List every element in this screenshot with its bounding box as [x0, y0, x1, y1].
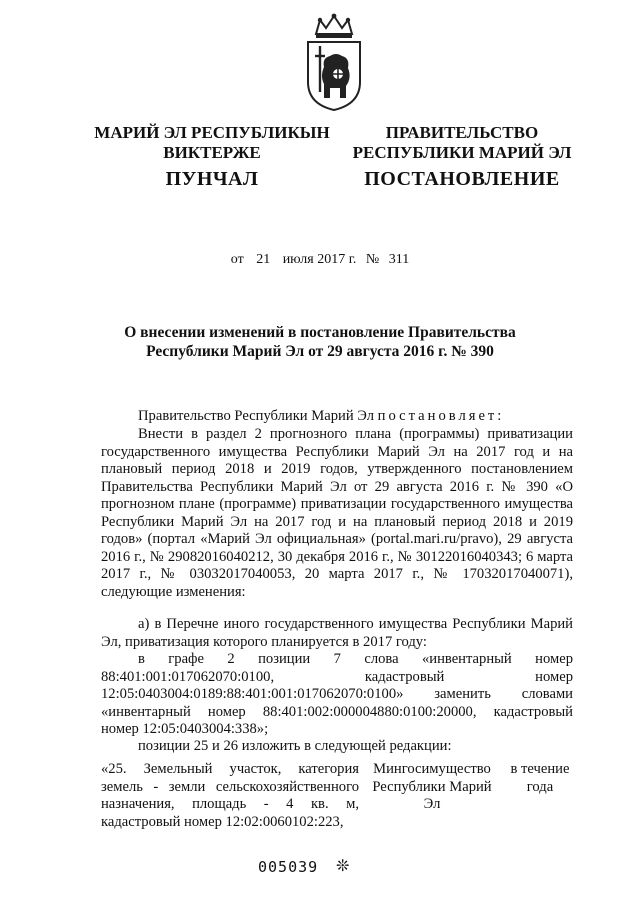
document-number: 311: [388, 252, 410, 267]
serial-number: 005039: [258, 858, 319, 876]
title-line2: Республики Марий Эл от 29 августа 2016 г. № 390: [146, 343, 494, 360]
table-row1-object: «25. Земельный участок, категория земель - земли сельскохозяйственного назначения, площадь - 4 кв. м, кадастровый номер 12:02:0060102:223,: [101, 761, 359, 830]
document-date-line: [0, 252, 640, 268]
document-title: [100, 323, 540, 361]
resolve-word: постановляет:: [377, 408, 505, 424]
header-left-line1: МАРИЙ ЭЛ РЕСПУБЛИКЫН: [94, 123, 330, 142]
title-line1: О внесении изменений в постановление Правительства: [124, 324, 516, 341]
header-right-line2: РЕСПУБЛИКИ МАРИЙ ЭЛ: [352, 143, 572, 162]
header-right-org: [342, 123, 582, 163]
date-month-year: июля 2017 г.: [282, 252, 357, 267]
coat-of-arms-emblem: [302, 12, 366, 112]
resolve-prefix: Правительство Республики Марий Эл: [138, 408, 375, 424]
header-left-line2: ВИКТЕРЖЕ: [163, 143, 261, 162]
number-sign: №: [365, 252, 380, 267]
header-right-line1: ПРАВИТЕЛЬСТВО: [385, 123, 539, 142]
table-row1-agency: Мингосимущество Республики Марий Эл: [372, 761, 492, 812]
date-day: 21: [256, 252, 271, 267]
header-left-org: [92, 123, 332, 163]
date-prefix: от: [230, 252, 244, 267]
header-left-doc-type: ПУНЧАЛ: [165, 168, 259, 190]
header-right-doc-type: ПОСТАНОВЛЕНИЕ: [364, 168, 560, 190]
table-row1-term: в течение года: [510, 761, 570, 795]
body-paragraph-positions: позиции 25 и 26 изложить в следующей редакции:: [138, 738, 452, 754]
body-paragraph-main: Внести в раздел 2 прогнозного плана (программы) приватизации государственного имущества Республики Марий Эл на 2017 год и на плановый период 2018 и 2019 годов, утвержденного постановлением Правительства Республики Марий Эл от 29 августа 2016 г. № 390 «О прогнозном плане (программе) приватизации государственного имущества Республики Марий Эл на 2017 год и на плановый период 2018 и 2019 годов» (портал «Марий Эл официальная» (portal.mari.ru/pravo), 29 августа 2016 г., № 29082016040212, 30 декабря 2016 г., № 30122016040343; 6 марта 2017 г., № 03032017040053, 20 марта 2017 г., № 17032017040071), следующие изменения:: [101, 426, 573, 600]
body-paragraph-replace: в графе 2 позиции 7 слова «инвентарный номер 88:401:001:017062070:0100, кадастровый номер 12:05:0403004:0189:88:401:001:017062070:0100» заменить словами «инвентарный номер 88:401:002:000004880:0100:20000, кадастровый номер 12:05:0403004:338»;: [101, 651, 573, 737]
body-paragraph-a: а) в Перечне иного государственного имущества Республики Марий Эл, приватизация которого планируется в 2017 году:: [101, 616, 573, 650]
serial-mark-icon: ❊: [336, 858, 350, 875]
body-paragraph-resolve: [101, 408, 573, 426]
